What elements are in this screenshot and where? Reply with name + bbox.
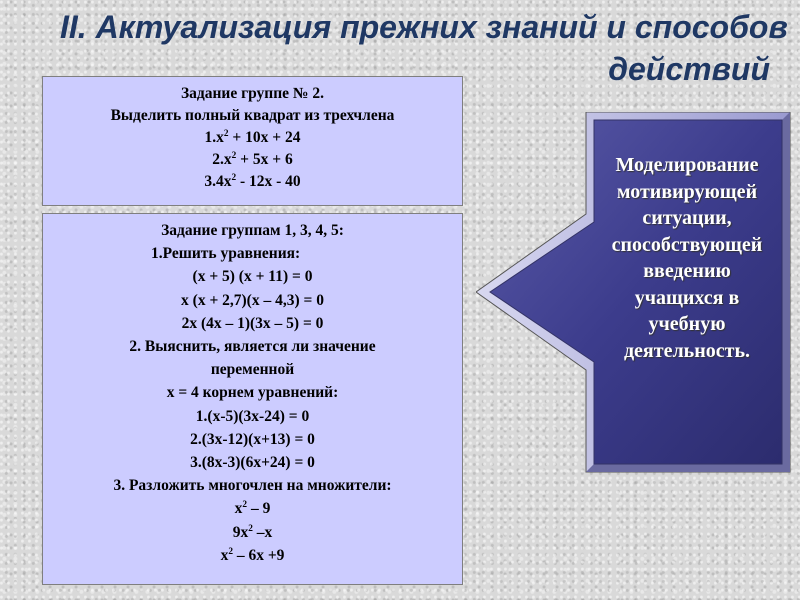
polynomial-item: $x^2 - 6x +9$ [220, 546, 285, 564]
part3-title: 3. Разложить многочлен на множители: [113, 477, 392, 495]
slide-title-line1: II. Актуализация прежних знаний и способов [60, 9, 788, 45]
equation-item: (x + 5) (x + 11) = 0 [192, 268, 313, 286]
equation-item: 2x (4x – 1)(3x – 5) = 0 [181, 314, 324, 332]
trinomial-item: $2.x^2 + 5x + 6$ [212, 150, 293, 168]
root-check-equation: 3.(8x-3)(6x+24) = 0 [190, 454, 315, 472]
part2-title-line2: переменной [210, 361, 295, 379]
root-check-equation: 1.(x-5)(3x-24) = 0 [195, 407, 310, 425]
task-group-2-instruction: Выделить полный квадрат из трехчлена [110, 107, 395, 124]
polynomial-item: $9x^2$ –x [232, 523, 273, 541]
trinomial-item: $3.4x^2 - 12x - 40$ [204, 172, 301, 190]
root-check-equation: 2.(3x-12)(x+13) = 0 [190, 430, 315, 448]
polynomial-item: $x^2 - 9$ [234, 500, 271, 518]
trinomial-item: $1.x^2 + 10x + 24$ [204, 128, 301, 146]
task-group-2-box [42, 76, 463, 206]
part1-title: 1.Решить уравнения: [151, 245, 301, 263]
task-groups-header: Задание группам 1, 3, 4, 5: [161, 222, 344, 239]
task-groups-1345-box [42, 213, 463, 585]
part2-title-line3: x = 4 корнем уравнений: [166, 384, 339, 402]
slide-title-line2: действий [608, 51, 770, 87]
part2-title-line1: 2. Выяснить, является ли значение [129, 338, 376, 356]
task-group-2-header: Задание группе № 2. [180, 85, 325, 102]
equation-item: x (x + 2,7)(x – 4,3) = 0 [181, 291, 324, 309]
arrow-callout-text: Моделирование мотивирующей ситуации, способствующей введению учащихся в учебную деятельность. [611, 154, 763, 362]
